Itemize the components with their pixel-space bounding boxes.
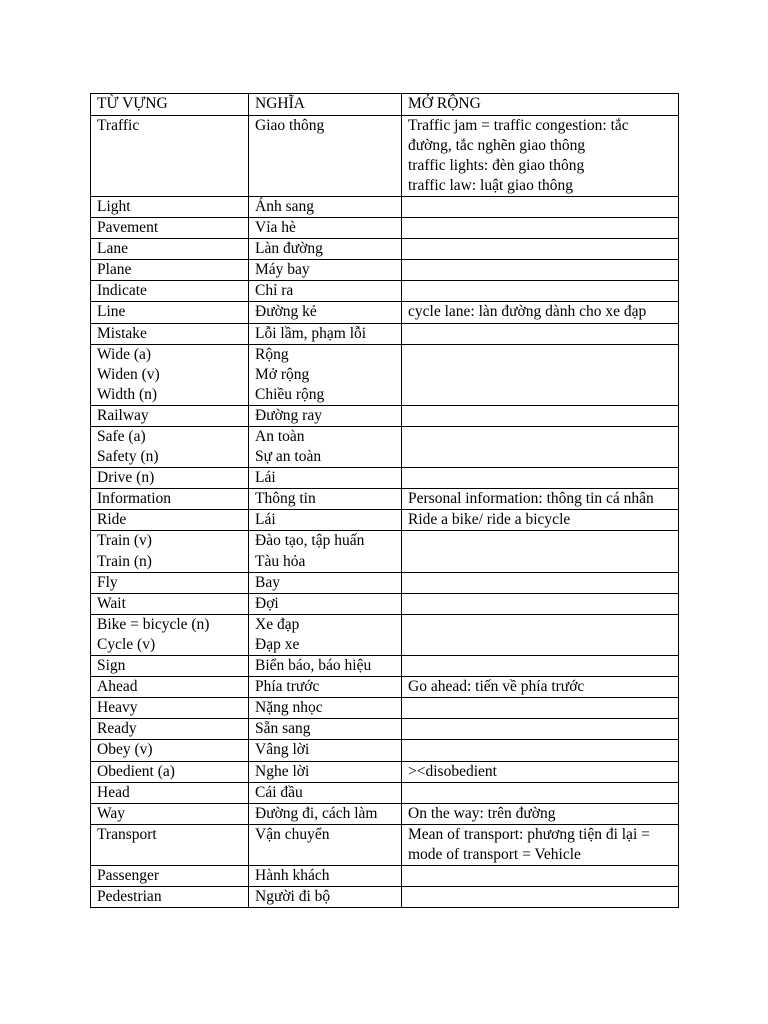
word-cell: Obedient (a) bbox=[91, 761, 249, 782]
table-row bbox=[91, 698, 679, 719]
meaning-cell: Vận chuyển bbox=[249, 824, 402, 865]
word-cell: Transport bbox=[91, 824, 249, 865]
document-page bbox=[90, 93, 678, 908]
word-cell: Wait bbox=[91, 593, 249, 614]
word-cell: Mistake bbox=[91, 323, 249, 344]
word-cell: Ahead bbox=[91, 677, 249, 698]
word-cell: Way bbox=[91, 803, 249, 824]
word-cell: Lane bbox=[91, 239, 249, 260]
vocabulary-table bbox=[90, 93, 679, 908]
extension-cell bbox=[402, 196, 679, 217]
meaning-cell: Hành khách bbox=[249, 865, 402, 886]
table-row bbox=[91, 782, 679, 803]
meaning-cell: Cái đầu bbox=[249, 782, 402, 803]
table-row bbox=[91, 323, 679, 344]
meaning-cell: Vâng lời bbox=[249, 740, 402, 761]
table-row bbox=[91, 239, 679, 260]
meaning-cell: Thông tin bbox=[249, 489, 402, 510]
extension-cell bbox=[402, 531, 679, 572]
word-cell: Plane bbox=[91, 260, 249, 281]
extension-cell bbox=[402, 782, 679, 803]
word-cell: Heavy bbox=[91, 698, 249, 719]
header-extension: MỞ RỘNG bbox=[402, 94, 679, 116]
extension-cell: ><disobedient bbox=[402, 761, 679, 782]
extension-cell bbox=[402, 740, 679, 761]
table-row bbox=[91, 405, 679, 426]
word-cell: Drive (n) bbox=[91, 468, 249, 489]
meaning-cell: Lỗi lầm, phạm lỗi bbox=[249, 323, 402, 344]
extension-cell bbox=[402, 698, 679, 719]
table-row bbox=[91, 344, 679, 405]
extension-cell: cycle lane: làn đường dành cho xe đạp bbox=[402, 302, 679, 323]
extension-cell bbox=[402, 614, 679, 655]
meaning-cell: Đường đi, cách làm bbox=[249, 803, 402, 824]
word-cell: Traffic bbox=[91, 115, 249, 196]
meaning-cell: Nặng nhọc bbox=[249, 698, 402, 719]
meaning-cell: Ánh sang bbox=[249, 196, 402, 217]
table-row bbox=[91, 656, 679, 677]
extension-cell: Mean of transport: phương tiện đi lại = mode of transport = Vehicle bbox=[402, 824, 679, 865]
extension-cell bbox=[402, 427, 679, 468]
word-cell: Line bbox=[91, 302, 249, 323]
extension-cell bbox=[402, 468, 679, 489]
meaning-cell: Xe đạp Đạp xe bbox=[249, 614, 402, 655]
table-row bbox=[91, 218, 679, 239]
extension-cell bbox=[402, 260, 679, 281]
header-vocabulary: TỪ VỰNG bbox=[91, 94, 249, 116]
extension-cell bbox=[402, 865, 679, 886]
word-cell: Bike = bicycle (n) Cycle (v) bbox=[91, 614, 249, 655]
table-row bbox=[91, 260, 679, 281]
table-row bbox=[91, 677, 679, 698]
table-row bbox=[91, 427, 679, 468]
meaning-cell: An toàn Sự an toàn bbox=[249, 427, 402, 468]
meaning-cell: Đợi bbox=[249, 593, 402, 614]
word-cell: Railway bbox=[91, 405, 249, 426]
meaning-cell: Giao thông bbox=[249, 115, 402, 196]
word-cell: Safe (a) Safety (n) bbox=[91, 427, 249, 468]
table-row bbox=[91, 803, 679, 824]
meaning-cell: Lái bbox=[249, 510, 402, 531]
meaning-cell: Làn đường bbox=[249, 239, 402, 260]
extension-cell bbox=[402, 656, 679, 677]
extension-cell bbox=[402, 281, 679, 302]
table-row bbox=[91, 572, 679, 593]
meaning-cell: Đường ray bbox=[249, 405, 402, 426]
table-row bbox=[91, 489, 679, 510]
meaning-cell: Chỉ ra bbox=[249, 281, 402, 302]
meaning-cell: Bay bbox=[249, 572, 402, 593]
meaning-cell: Sẵn sang bbox=[249, 719, 402, 740]
extension-cell bbox=[402, 887, 679, 908]
extension-cell bbox=[402, 719, 679, 740]
word-cell: Passenger bbox=[91, 865, 249, 886]
table-header-row bbox=[91, 94, 679, 116]
extension-cell bbox=[402, 405, 679, 426]
table-row bbox=[91, 281, 679, 302]
meaning-cell: Phía trước bbox=[249, 677, 402, 698]
table-row bbox=[91, 761, 679, 782]
table-row bbox=[91, 887, 679, 908]
table-row bbox=[91, 865, 679, 886]
meaning-cell: Vỉa hè bbox=[249, 218, 402, 239]
word-cell: Pedestrian bbox=[91, 887, 249, 908]
word-cell: Pavement bbox=[91, 218, 249, 239]
word-cell: Fly bbox=[91, 572, 249, 593]
word-cell: Train (v) Train (n) bbox=[91, 531, 249, 572]
table-row bbox=[91, 302, 679, 323]
table-row bbox=[91, 614, 679, 655]
extension-cell: Go ahead: tiến về phía trước bbox=[402, 677, 679, 698]
extension-cell: Ride a bike/ ride a bicycle bbox=[402, 510, 679, 531]
table-row bbox=[91, 824, 679, 865]
extension-cell: Traffic jam = traffic congestion: tắc đường, tắc nghẽn giao thông traffic lights: đèn giao thông traffic law: luật giao thông bbox=[402, 115, 679, 196]
extension-cell bbox=[402, 323, 679, 344]
table-row bbox=[91, 196, 679, 217]
meaning-cell: Rộng Mở rộng Chiều rộng bbox=[249, 344, 402, 405]
word-cell: Information bbox=[91, 489, 249, 510]
meaning-cell: Lái bbox=[249, 468, 402, 489]
table-row bbox=[91, 468, 679, 489]
meaning-cell: Máy bay bbox=[249, 260, 402, 281]
word-cell: Wide (a) Widen (v) Width (n) bbox=[91, 344, 249, 405]
table-row bbox=[91, 593, 679, 614]
table-row bbox=[91, 510, 679, 531]
table-row bbox=[91, 115, 679, 196]
table-row bbox=[91, 719, 679, 740]
meaning-cell: Nghe lời bbox=[249, 761, 402, 782]
meaning-cell: Đường kẻ bbox=[249, 302, 402, 323]
extension-cell: On the way: trên đường bbox=[402, 803, 679, 824]
word-cell: Obey (v) bbox=[91, 740, 249, 761]
word-cell: Sign bbox=[91, 656, 249, 677]
word-cell: Ride bbox=[91, 510, 249, 531]
table-row bbox=[91, 740, 679, 761]
word-cell: Head bbox=[91, 782, 249, 803]
table-row bbox=[91, 531, 679, 572]
word-cell: Light bbox=[91, 196, 249, 217]
meaning-cell: Biển báo, báo hiệu bbox=[249, 656, 402, 677]
extension-cell bbox=[402, 239, 679, 260]
extension-cell bbox=[402, 572, 679, 593]
extension-cell: Personal information: thông tin cá nhân bbox=[402, 489, 679, 510]
header-meaning: NGHĨA bbox=[249, 94, 402, 116]
extension-cell bbox=[402, 344, 679, 405]
meaning-cell: Đào tạo, tập huấn Tàu hỏa bbox=[249, 531, 402, 572]
extension-cell bbox=[402, 593, 679, 614]
word-cell: Indicate bbox=[91, 281, 249, 302]
word-cell: Ready bbox=[91, 719, 249, 740]
meaning-cell: Người đi bộ bbox=[249, 887, 402, 908]
extension-cell bbox=[402, 218, 679, 239]
